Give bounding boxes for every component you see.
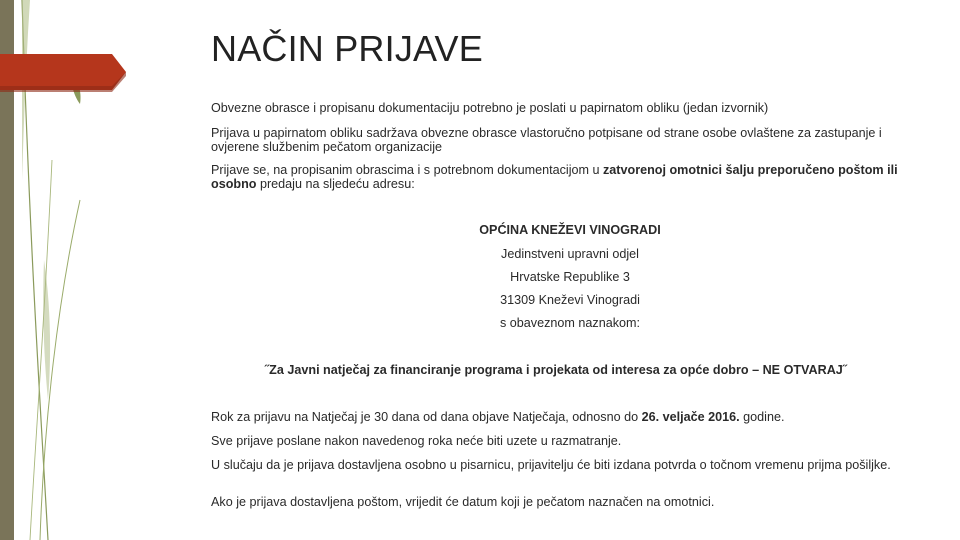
submission-text-bold: zatvorenoj omotnici šalju preporučeno poštom ili osobno [211,163,898,191]
decorative-stems [0,0,140,540]
submission-text-end: predaju na sljedeću adresu: [256,177,415,191]
paragraph-original-document: Obvezne obrasce i propisanu dokumentaciju potrebno je poslati u papirnatom obliku (jedan izvornik) [211,101,769,115]
paragraph-signed-forms: Prijava u papirnatom obliku sadržava obvezne obrasce vlastoručno potpisane od strane osobe ovlaštene za zastupanje i ovjerene službenim pečatom organizacije [211,126,882,154]
paragraph-deadline [211,410,901,424]
page-title: NAČIN PRIJAVE [211,28,483,69]
address-street: Hrvatske Republike 3 [510,270,630,284]
deadline-text-end: godine. [739,410,785,424]
address-name: OPĆINA KNEŽEVI VINOGRADI [479,223,661,237]
red-accent-banner [0,54,126,90]
paragraph-personal-delivery: U slučaju da je prijava dostavljena osobno u pisarnicu, prijavitelju će biti izdana potvrda o točnom vremenu prijma pošiljke. [211,458,891,472]
deadline-text-start: Rok za prijavu na Natječaj je 30 dana od dana objave Natječaja, odnosno do [211,410,642,424]
envelope-marking: ˝Za Javni natječaj za financiranje programa i projekata od interesa za opće dobro – NE OTVARAJ˝ [264,363,848,377]
address-city: 31309 Kneževi Vinogradi [500,293,640,307]
paragraph-late-notice: Sve prijave poslane nakon navedenog roka neće biti uzete u razmatranje. [211,434,622,448]
paragraph-submission-method [211,163,901,191]
leaf-shape-3 [43,260,50,400]
submission-text-start: Prijave se, na propisanim obrascima i s potrebnom dokumentacijom u [211,163,603,177]
address-department: Jedinstveni upravni odjel [501,247,639,261]
paragraph-postal-delivery: Ako je prijava dostavljena poštom, vrijedit će datum koji je pečatom naznačen na omotnici. [211,495,715,509]
address-note: s obaveznom naznakom: [499,316,640,330]
deadline-date: 26. veljače 2016. [641,410,740,424]
